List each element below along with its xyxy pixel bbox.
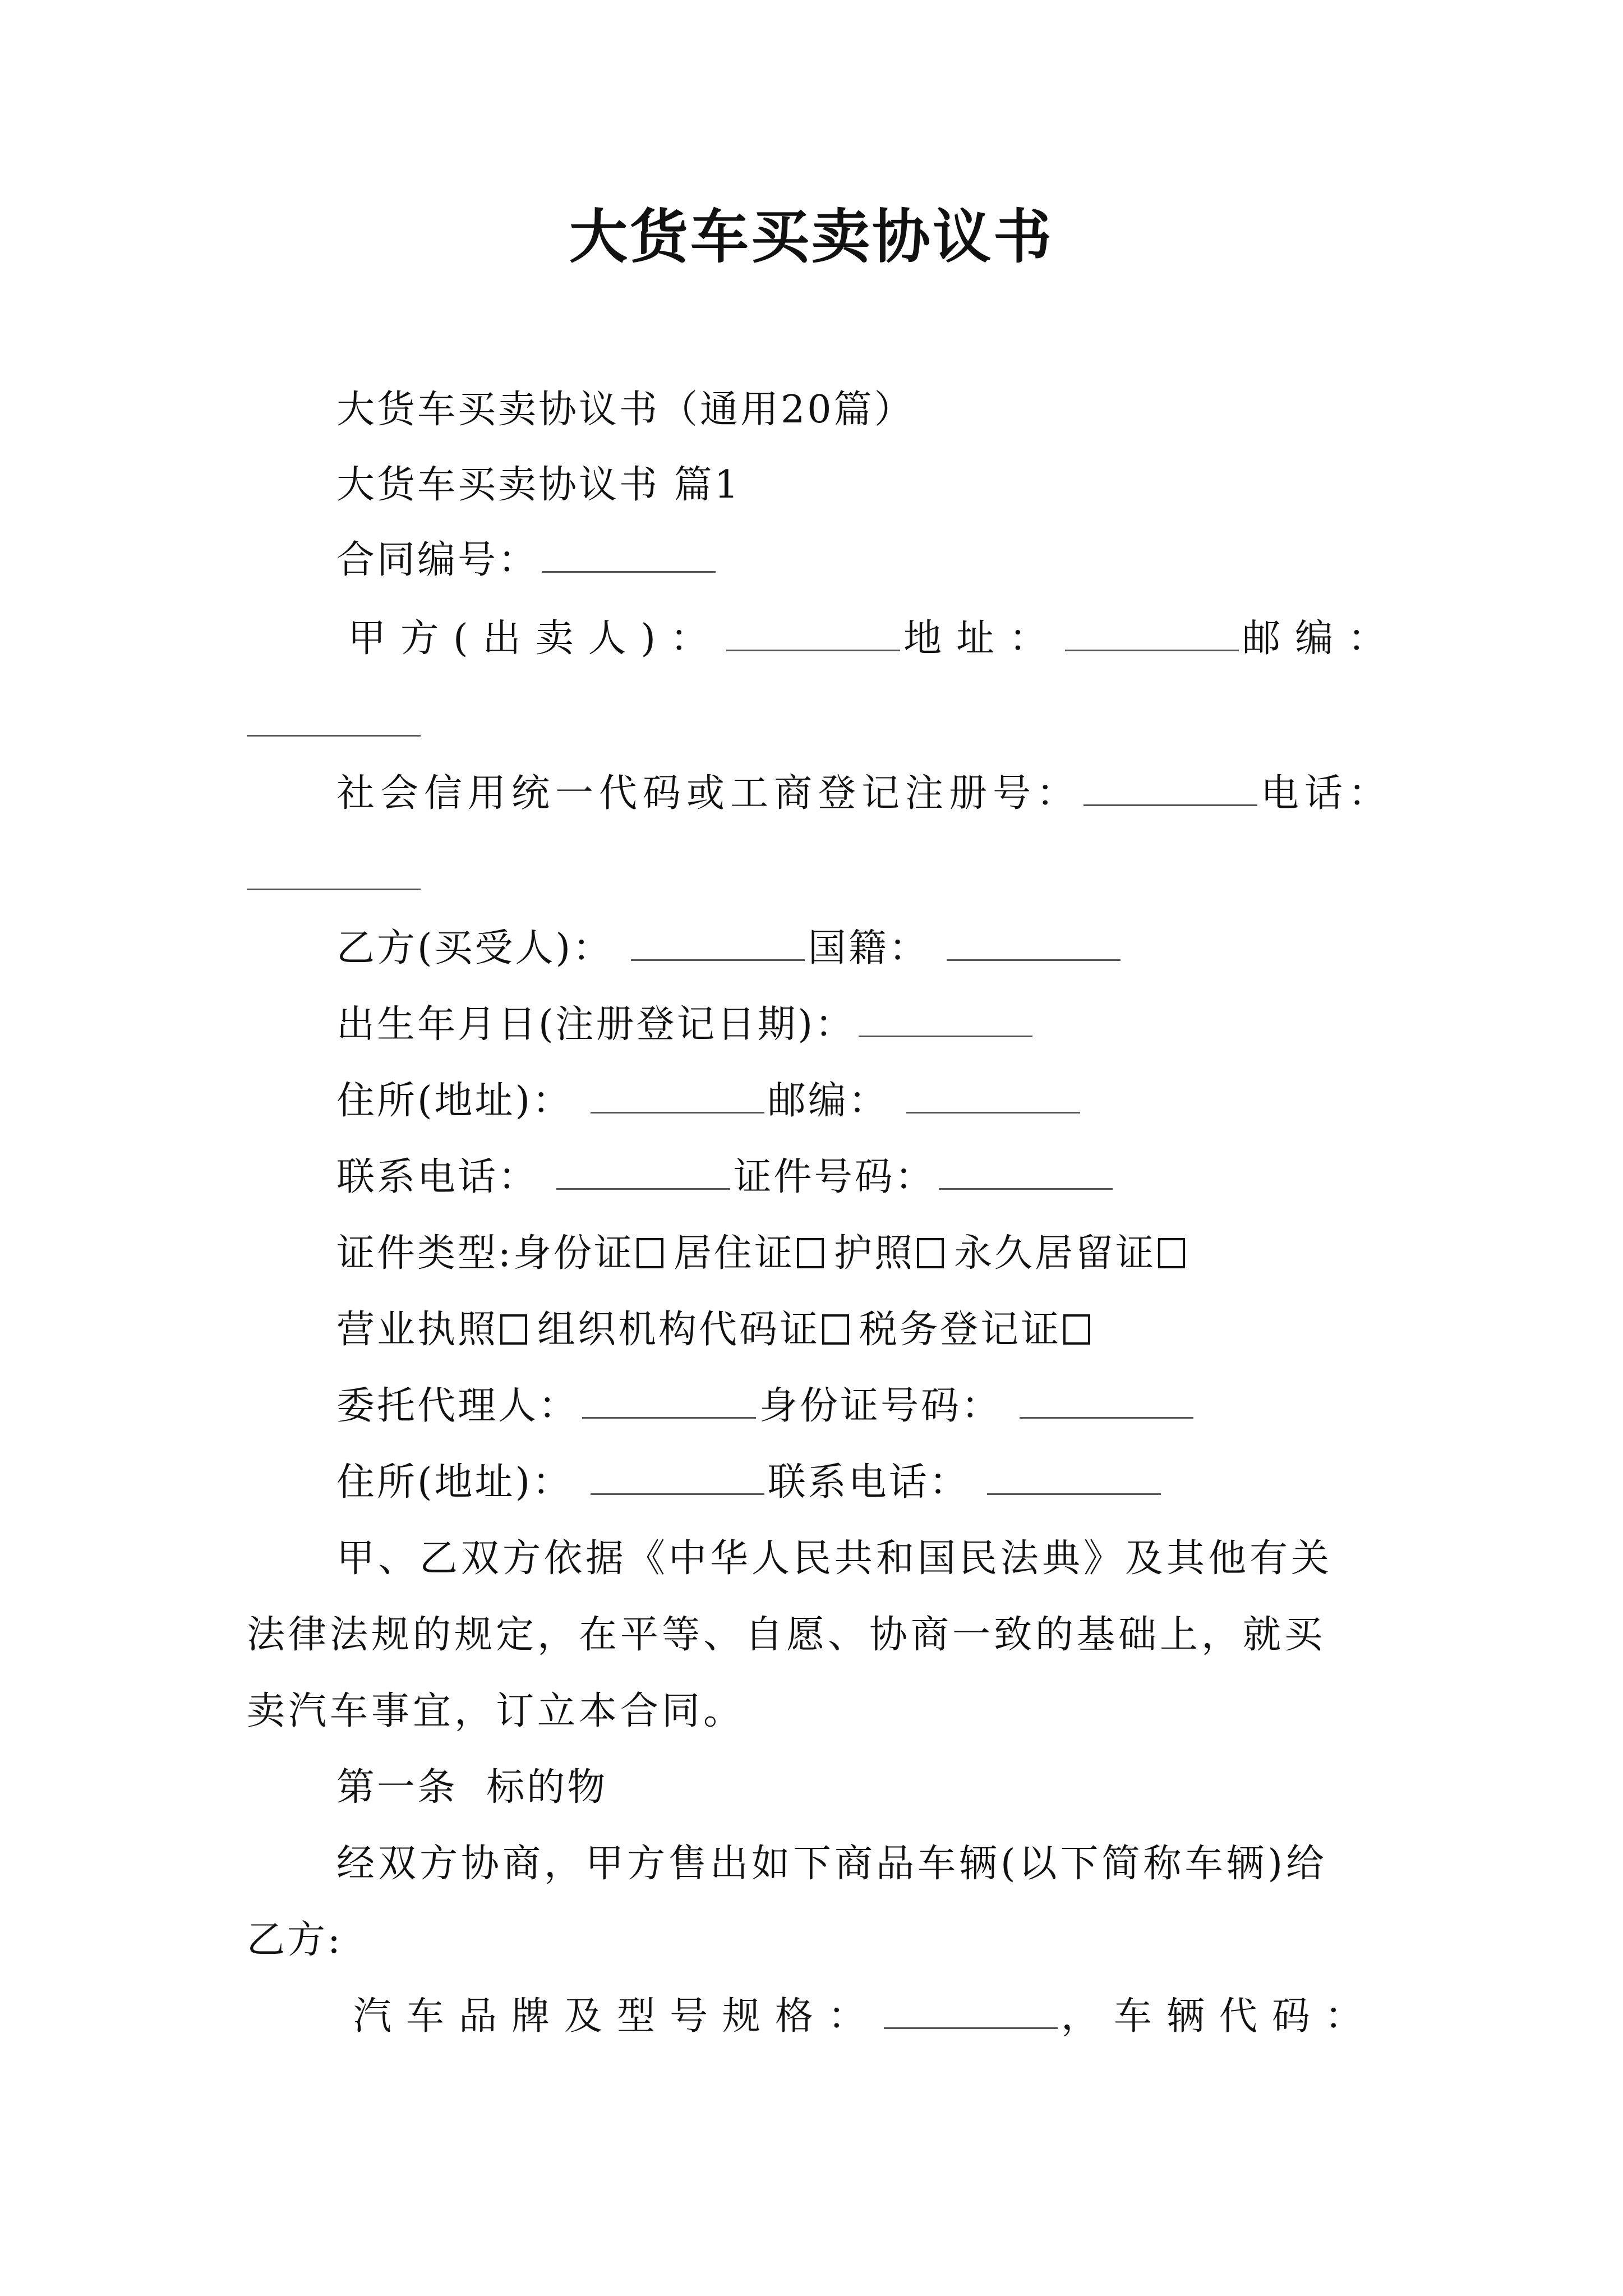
contract-number-label: 合同编号：	[336, 538, 539, 582]
vehicle-brand-label: 汽车品牌及型号规格：	[353, 1994, 881, 2039]
residence-row-2	[336, 1457, 1164, 1508]
id-type-option: 营业执照	[336, 1308, 499, 1352]
party-a-row	[348, 614, 1400, 664]
credit-code-blank	[1083, 802, 1257, 806]
party-b-nationality-label: 国籍：	[808, 926, 929, 970]
party-a-postcode-label: 邮编：	[1242, 616, 1401, 661]
credit-phone-blank	[247, 886, 421, 890]
article-1-heading: 第一条 标的物	[336, 1765, 608, 1810]
section-heading: 大货车买卖协议书 篇1	[336, 463, 741, 507]
vehicle-brand-blank	[884, 2025, 1058, 2029]
id-type-option: 永久居留证	[953, 1231, 1156, 1276]
residence-postcode-label: 邮编：	[767, 1079, 889, 1123]
residence-postcode-blank	[906, 1110, 1080, 1114]
id-card-checkbox[interactable]	[637, 1238, 663, 1268]
vehicle-brand-row	[353, 1991, 1377, 2042]
id-number-blank	[939, 1186, 1113, 1190]
residence-2-phone-blank	[987, 1491, 1161, 1495]
credit-code-row	[336, 769, 1392, 819]
id-type-option: 税务登记证	[859, 1308, 1062, 1352]
agent-row	[336, 1381, 1197, 1432]
contract-number-row	[336, 535, 719, 586]
article-1-line-2: 乙方:	[247, 1918, 343, 1962]
birth-date-label: 出生年月日(注册登记日期)：	[336, 1002, 856, 1047]
document-title: 大货车买卖协议书	[569, 202, 1054, 271]
contract-number-blank	[542, 569, 716, 573]
credit-phone-label: 电话：	[1261, 771, 1393, 816]
party-a-postcode-blank	[247, 733, 421, 737]
id-type-option: 组织机构代码证	[537, 1308, 820, 1352]
contact-row	[336, 1152, 1116, 1203]
id-type-row-2	[336, 1305, 1100, 1355]
contact-phone-blank	[556, 1186, 730, 1190]
comma-separator: ，	[1061, 1994, 1114, 2039]
agent-id-label: 身份证号码：	[759, 1384, 1002, 1428]
party-b-name-label: 乙方(买受人)：	[336, 926, 614, 970]
agent-label: 委托代理人：	[336, 1384, 579, 1428]
residence-2-address-label: 住所(地址)：	[336, 1460, 573, 1504]
organization-code-checkbox[interactable]	[822, 1314, 849, 1345]
residence-address-blank	[591, 1110, 764, 1114]
id-type-option: 护照	[833, 1231, 915, 1276]
residence-permit-checkbox[interactable]	[797, 1238, 824, 1268]
party-a-name-blank	[726, 647, 900, 651]
agent-blank	[582, 1415, 756, 1419]
document-subtitle: 大货车买卖协议书（通用20篇）	[336, 388, 915, 432]
id-type-row-1	[336, 1228, 1195, 1279]
party-a-address-blank	[1065, 647, 1239, 651]
residence-address-label: 住所(地址)：	[336, 1079, 573, 1123]
preamble-line-2: 法律法规的规定，在平等、自愿、协商一致的基础上，就买	[247, 1613, 1326, 1657]
preamble-line-3: 卖汽车事宜，订立本合同。	[247, 1689, 745, 1733]
party-b-row	[336, 923, 1124, 974]
permanent-residence-checkbox[interactable]	[1158, 1238, 1185, 1268]
id-type-option: 身份证	[513, 1231, 634, 1276]
residence-row-1	[336, 1076, 1083, 1126]
tax-registration-checkbox[interactable]	[1063, 1314, 1090, 1345]
vehicle-code-label: 车辆代码：	[1114, 1994, 1378, 2039]
article-1-line-1: 经双方协商，甲方售出如下商品车辆(以下简称车辆)给	[336, 1842, 1328, 1886]
residence-2-address-blank	[591, 1491, 764, 1495]
credit-code-label: 社会信用统一代码或工商登记注册号：	[336, 771, 1081, 816]
contact-phone-label: 联系电话：	[336, 1155, 539, 1199]
party-a-address-label: 地址：	[903, 616, 1062, 661]
party-a-name-label: 甲方(出卖人)：	[348, 616, 723, 661]
party-b-name-blank	[631, 957, 805, 961]
agent-id-blank	[1020, 1415, 1193, 1419]
id-type-label: 证件类型:	[336, 1231, 513, 1276]
birth-date-row	[336, 1000, 1036, 1050]
passport-checkbox[interactable]	[917, 1238, 944, 1268]
id-type-option: 居住证	[673, 1231, 795, 1276]
business-license-checkbox[interactable]	[500, 1314, 527, 1345]
birth-date-blank	[859, 1033, 1032, 1037]
residence-2-phone-label: 联系电话：	[767, 1460, 970, 1504]
preamble-line-1: 甲、乙双方依据《中华人民共和国民法典》及其他有关	[336, 1536, 1333, 1581]
party-b-nationality-blank	[947, 957, 1121, 961]
id-number-label: 证件号码：	[733, 1155, 935, 1199]
